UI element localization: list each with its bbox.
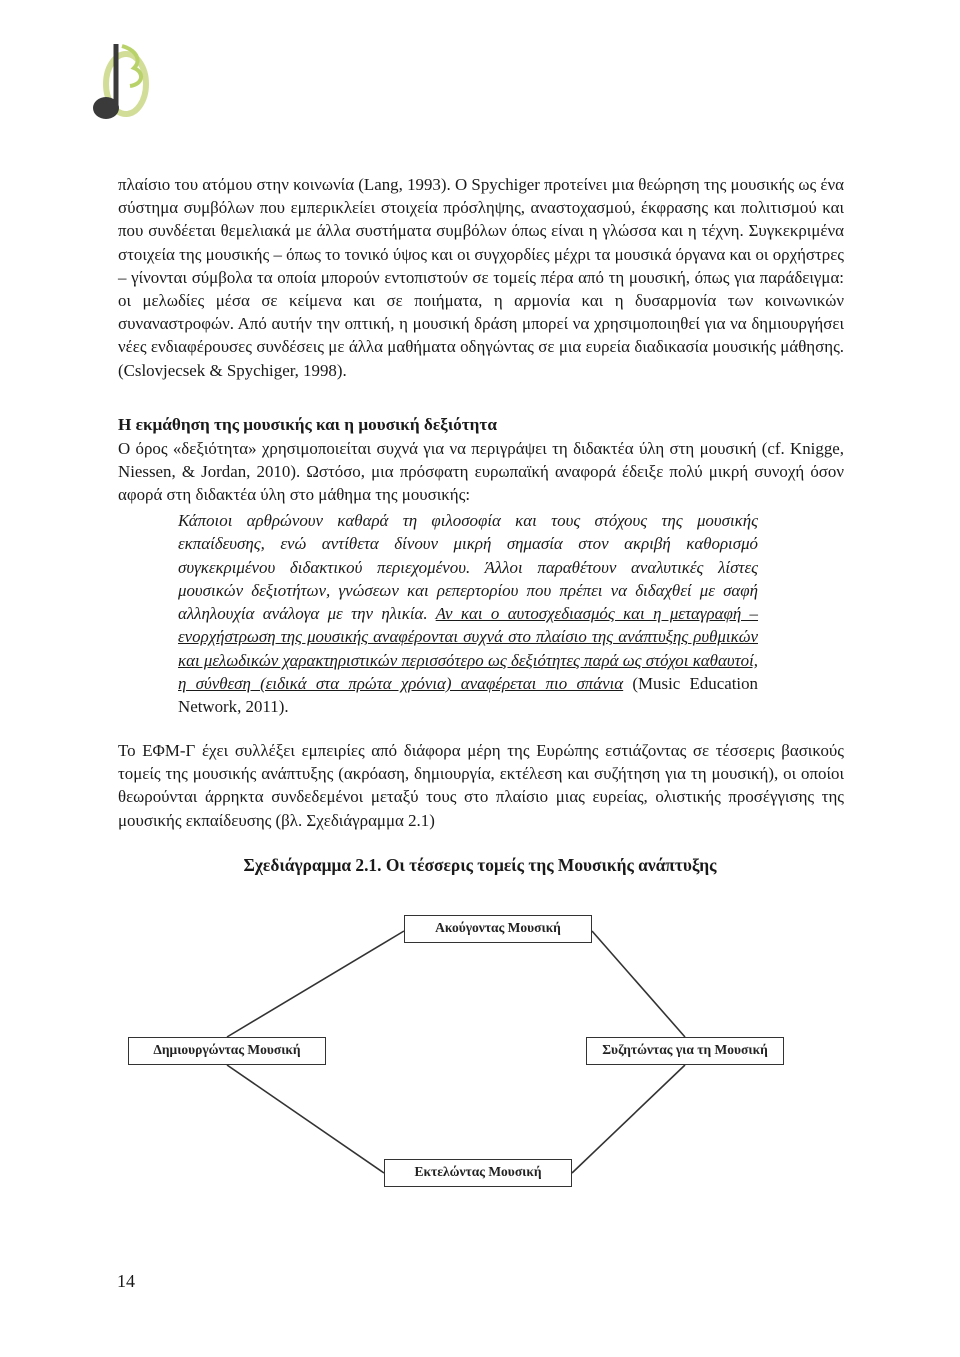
note-icon [93, 97, 119, 119]
body-paragraph-1: πλαίσιο του ατόμου στην κοινωνία (Lang, 1993). Ο Spychiger προτείνει μια θεώρηση της μουσικής ως ένα σύστημα συμβόλων που εμπερικλείει στοιχεία πρόσληψης, αναστοχασμού, έκφρασης και πολιτισμού και που συνδέεται θεμελιακά με άλλα συστήματα συμβόλων όπως είναι η γλώσσα και η τέχνη. Συγκεκριμένα στοιχεία της μουσικής – όπως το τονικό ύψος και οι συγχορδίες μέχρι τα μουσικά όργανα και οι ορχήστρες – γίνονται σύμβολα τα οποία μπορούν εντοπιστούν σε τομείς πέρα από τη μουσική, όπως για παράδειγμα: οι μελωδίες μέσα σε κείμενα και σε ποιήματα, η αρμονία και η δυσαρμονία των κοινωνικών συναναστροφών. Από αυτήν την οπτική, η μουσική δράση μπορεί να χρησιμοποιηθεί για να δημιουργήσει νέες ενδιαφέρουσες συνδέσεις με άλλα μαθήματα οδηγώντας σε μια ευρεία διαδικασία μουσικής μάθησης. (Cslovjecsek & Spychiger, 1998). [118, 175, 844, 380]
quote-underlined-text: Αν και ο αυτοσχεδιασμός και η μεταγραφή – ενορχήστρωση της μουσικής αναφέρονται συχνά στο πλαίσιο της ανάπτυξης ρυθμικών και μελωδικών χαρακτηριστικών περισσότερο ως δεξιότητες παρά ως στόχοι καθαυτοί, η σύνθεση (ειδικά στα πρώτα χρόνια) αναφέρεται πιο σπάνια [178, 604, 759, 694]
block-quote [178, 509, 758, 719]
connector-top-left [227, 931, 404, 1037]
body-paragraph-3: Το ΕΦΜ-Γ έχει συλλέξει εμπειρίες από διάφορα μέρη της Ευρώπης εστιάζοντας σε τέσσερις βασικούς τομείς της μουσικής ανάπτυξης (ακρόαση, δημιουργία, εκτέλεση και συζήτηση για τη μουσική), οι οποίοι θεωρούνται άρρηκτα συνδεδεμένοι μεταξύ τους στο πλαίσιο μιας ευρείας, ολιστικής προσέγγισης της μουσικής εκπαίδευσης (βλ. Σχεδιάγραμμα 2.1) [118, 741, 844, 830]
connector-top-right [592, 931, 685, 1037]
quote-text: Κάποιοι αρθρώνουν καθαρά τη φιλοσοφία και τους στόχους της μουσικής εκπαίδευσης, ενώ αντίθετα δίνουν μικρή σημασία στον ακριβή καθορισμό συγκεκριμένου διδακτικού περιεχομένου. Άλλοι παραθέτουν αναλυτικές λίστες μουσικών δεξιοτήτων, γνώσεων και ρεπερτορίου που πρέπει να διδαχθεί με σαφή αλληλουχία ανάλογα με την ηλικία. [178, 511, 758, 624]
node-creating: Δημιουργώντας Μουσική [128, 1037, 326, 1065]
node-discussing: Συζητώντας για τη Μουσική [586, 1037, 784, 1065]
body-paragraph-2: Ο όρος «δεξιότητα» χρησιμοποιείται συχνά για να περιγράψει τη διδακτέα ύλη στη μουσική (cf. Knigge, Niessen, & Jordan, 2010). Ωστόσο, μια πρόσφατη ευρωπαϊκή αναφορά έδειξε πολύ μικρή συνοχή όσον αφορά στη διδακτέα ύλη στο μάθημα της μουσικής: [118, 439, 844, 505]
connector-left-bottom [227, 1065, 384, 1173]
diagram-caption: Σχεδιάγραμμα 2.1. Οι τέσσερις τομείς της Μουσικής ανάπτυξης [243, 855, 717, 875]
node-listening: Ακούγοντας Μουσική [404, 915, 592, 943]
section-heading: Η εκμάθηση της μουσικής και η μουσική δεξιότητα [118, 415, 497, 434]
page-number: 14 [117, 1271, 135, 1291]
connector-right-bottom [572, 1065, 685, 1173]
node-performing: Εκτελώντας Μουσική [384, 1159, 572, 1187]
music-notes-logo [78, 36, 158, 126]
quote-citation: (Music Education Network, 2011). [178, 674, 758, 717]
